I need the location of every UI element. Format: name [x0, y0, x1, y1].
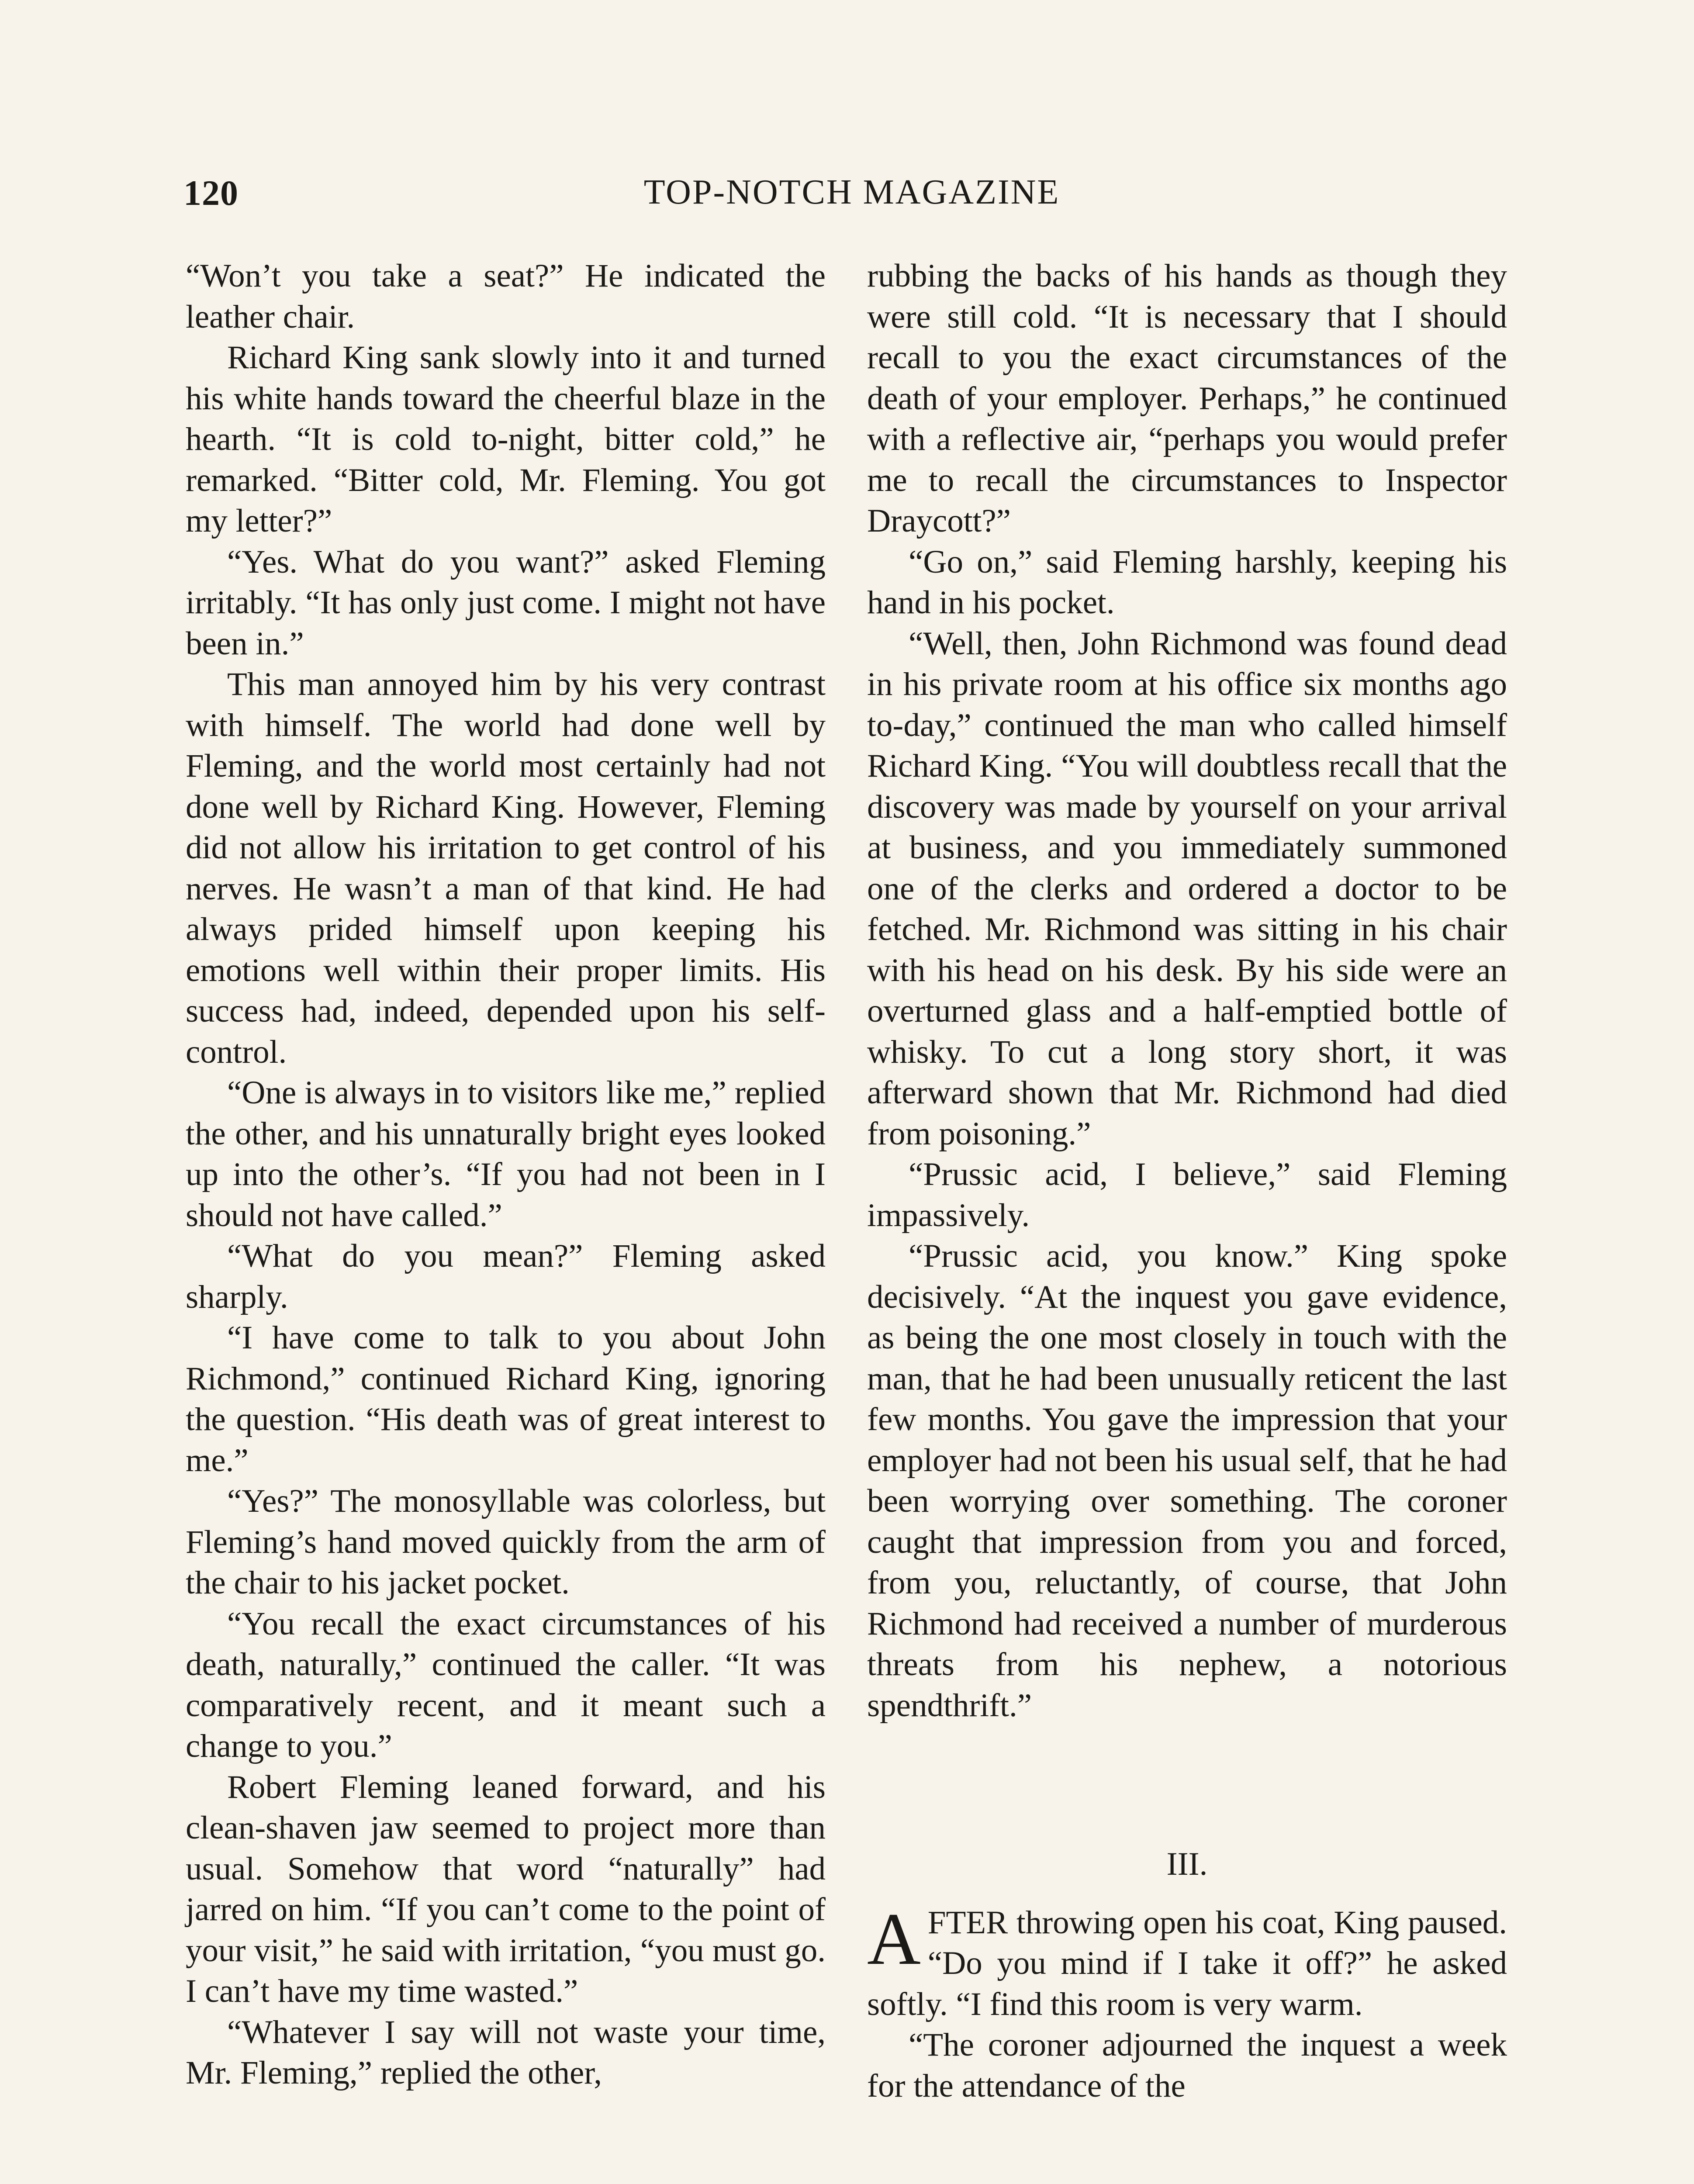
- paragraph: “Yes?” The monosyllable was colorless, but Fleming’s hand moved quickly from the arm of the chair to his jacket pocket.: [186, 1483, 826, 1601]
- paragraph: “Go on,” said Fleming harshly, keeping his hand in his pocket.: [867, 543, 1507, 621]
- paragraph: “Whatever I say will not waste your time, Mr. Fleming,” replied the other,: [186, 2014, 826, 2091]
- paragraph: “I have come to talk to you about John Richmond,” continued Richard King, ignoring the question. “His death was of great interest to me.”: [186, 1320, 826, 1479]
- page-number: 120: [183, 173, 239, 213]
- running-title: TOP-NOTCH MAGAZINE: [643, 173, 1060, 211]
- paragraph: Richard King sank slowly into it and turned his white hands toward the cheerful blaze in the hearth. “It is cold to-night, bitter cold,” he remarked. “Bitter cold, Mr. Fleming. You got my letter?”: [186, 339, 826, 539]
- paragraph: Robert Fleming leaned forward, and his clean-shaven jaw seemed to project more than usual. Somehow that word “naturally” had jarred on him. “If you can’t come to the point of your visit,” he said with irritation, “you must go. I can’t have my time wasted.”: [186, 1769, 826, 2009]
- paragraph: “Yes. What do you want?” asked Fleming irritably. “It has only just come. I might not have been in.”: [186, 543, 826, 662]
- section-heading: III.: [1166, 1846, 1208, 1882]
- paragraph: “Prussic acid, you know.” King spoke decisively. “At the inquest you gave evidence, as being the one most closely in touch with the man, that he had been unusually reticent the last few months. You gave the impression that your employer had not been his usual self, that he had been worrying over something. The coroner caught that impression from you and forced, from you, reluctantly, of course, that John Richmond had received a number of murderous threats from his nephew, a notorious spendthrift.”: [867, 1238, 1507, 1724]
- paragraph: “What do you mean?” Fleming asked sharply.: [186, 1238, 826, 1315]
- dropcap-paragraph: [867, 1897, 1507, 2025]
- paragraph: “One is always in to visitors like me,” replied the other, and his unnaturally bright eyes looked up into the other’s. “If you had not been in I should not have called.”: [186, 1075, 826, 1234]
- paragraph: rubbing the backs of his hands as though they were still cold. “It is necessary that I should recall to you the exact circumstances of the death of your employer. Perhaps,” he continued with a reflective air, “perhaps you would prefer me to recall the circumstances to Inspector Draycott?”: [867, 258, 1507, 539]
- paragraph: “You recall the exact circumstances of his death, naturally,” continued the caller. “It was comparatively recent, and it meant such a change to you.”: [186, 1605, 826, 1764]
- paragraph: “Won’t you take a seat?” He indicated the leather chair.: [186, 258, 826, 335]
- left-column: [186, 256, 826, 2094]
- paragraph: “The coroner adjourned the inquest a week for the attendance of the: [867, 2027, 1507, 2104]
- paragraph: “Well, then, John Richmond was found dead in his private room at his office six months ago to-day,” continued the man who called himself Richard King. “You will doubtless recall that the discovery was made by yourself on your arrival at business, and you immediately summoned one of the clerks and ordered a doctor to be fetched. Mr. Richmond was sitting in his chair with his head on his desk. By his side were an overturned glass and a half-emptied bottle of whisky. To cut a long story short, it was afterward shown that Mr. Richmond had died from poisoning.”: [867, 625, 1507, 1152]
- dropcap-paragraph-text: FTER throwing open his coat, King paused. “Do you mind if I take it off?” he asked softly. “I find this room is very warm.: [867, 1904, 1507, 2022]
- paragraph: This man annoyed him by his very contrast with himself. The world had done well by Fleming, and the world most certainly had not done well by Richard King. However, Fleming did not allow his irritation to get control of his nerves. He wasn’t a man of that kind. He had always prided himself upon keeping his emotions well within their proper limits. His success had, indeed, depended upon his self-control.: [186, 666, 826, 1070]
- right-column: [867, 256, 1507, 2106]
- page-header: [183, 173, 1520, 225]
- paragraph: “Prussic acid, I believe,” said Fleming impassively.: [867, 1156, 1507, 1234]
- drop-cap-letter: A: [867, 1897, 921, 1980]
